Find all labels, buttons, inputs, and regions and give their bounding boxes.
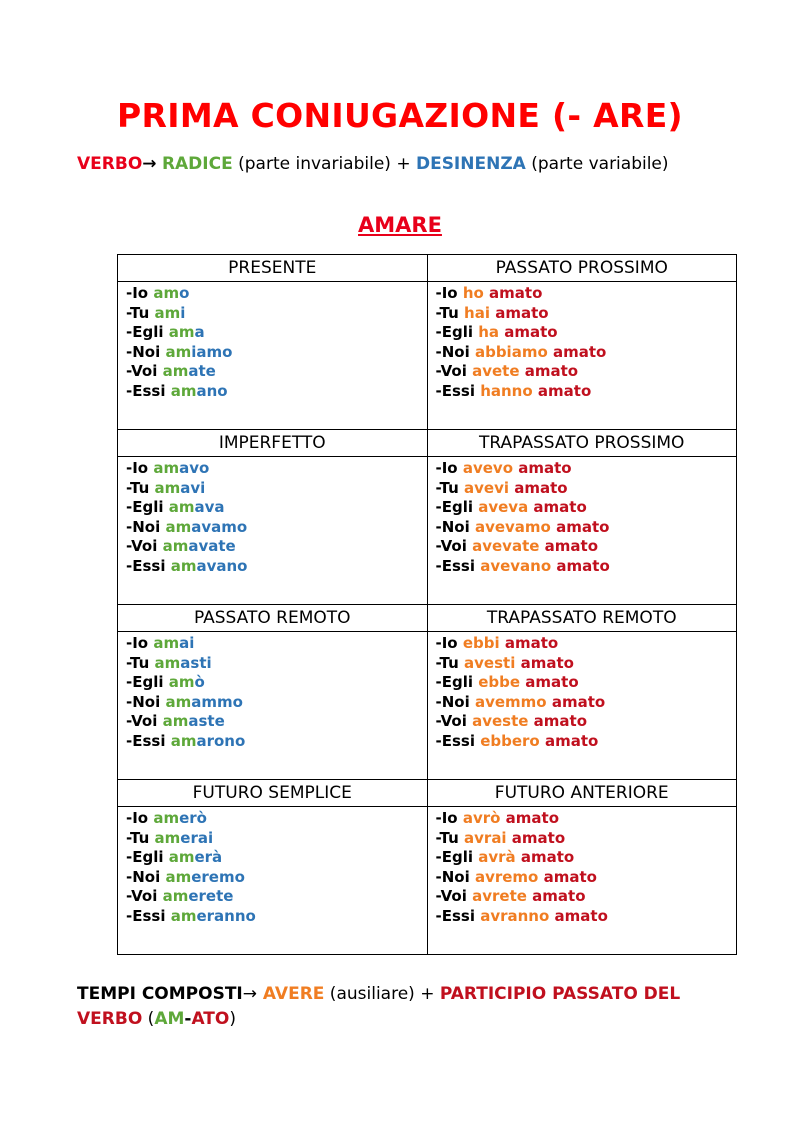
verb-ending: eremo — [191, 867, 245, 886]
verb-root: am — [153, 459, 180, 477]
verb-ending: avate — [188, 537, 236, 556]
conjugation-row — [436, 362, 737, 382]
auxiliary-verb: ha — [478, 323, 500, 342]
past-participle: amato — [528, 712, 588, 731]
conjugation-row — [436, 693, 737, 713]
conjugation-row — [436, 343, 737, 363]
ausiliare-note: (ausiliare) + — [324, 984, 440, 1004]
auxiliary-verb: avete — [472, 362, 520, 381]
pronoun: -Egli — [435, 498, 479, 517]
radice-note: (parte invariabile) + — [232, 154, 416, 174]
verb-root: am — [162, 537, 189, 556]
conjugation-row — [126, 343, 427, 363]
pronoun: -Essi — [435, 731, 481, 750]
tense-header: PRESENTE — [118, 255, 428, 282]
past-participle: amato — [528, 498, 587, 517]
verb-root: am — [153, 809, 180, 827]
verb-root: am — [168, 323, 195, 342]
conjugation-row — [436, 829, 737, 849]
past-participle: amato — [520, 673, 579, 692]
conjugation-row — [436, 732, 737, 752]
auxiliary-verb: abbiamo — [474, 342, 548, 361]
pronoun: -Noi — [126, 517, 166, 536]
participio-label: PARTICIPIO PASSATO DEL VERBO — [77, 984, 681, 1029]
pronoun: -Io — [435, 809, 463, 827]
verb-ending: i — [180, 303, 186, 322]
pronoun: -Io — [435, 634, 463, 652]
verb-ending: arono — [196, 731, 246, 750]
auxiliary-verb: avevate — [472, 537, 540, 556]
tense-header: IMPERFETTO — [118, 430, 428, 457]
paren-close: ) — [229, 1009, 236, 1029]
auxiliary-verb: aveste — [472, 712, 529, 731]
past-participle: amato — [515, 848, 575, 867]
auxiliary-verb: avrete — [472, 887, 527, 906]
verb-root: am — [162, 362, 189, 381]
auxiliary-verb: ebbe — [478, 673, 521, 692]
avere-label: AVERE — [257, 984, 325, 1004]
tense-header: FUTURO ANTERIORE — [427, 780, 737, 807]
pronoun: -Voi — [126, 887, 163, 906]
pronoun: -Egli — [435, 323, 479, 342]
intro-text — [77, 152, 717, 177]
past-participle: amato — [550, 517, 610, 536]
verb-ending: avano — [196, 556, 248, 575]
tense-body — [118, 632, 428, 780]
auxiliary-verb: avremo — [474, 867, 539, 886]
desinenza-note: (parte variabile) — [525, 154, 669, 174]
verb-ending: ò — [194, 673, 205, 692]
verb-root: am — [170, 906, 197, 925]
conjugation-row — [436, 907, 737, 927]
pronoun: -Noi — [435, 692, 475, 711]
conjugation-row — [126, 382, 427, 402]
verb-ending: ano — [196, 381, 228, 400]
conjugation-row — [126, 304, 427, 324]
pronoun: -Essi — [435, 381, 481, 400]
conjugation-row — [126, 459, 427, 479]
pronoun: -Io — [435, 284, 463, 302]
paren-open: ( — [142, 1009, 155, 1029]
past-participle: amato — [499, 634, 559, 652]
conjugation-row — [436, 712, 737, 732]
pronoun: -Noi — [435, 517, 475, 536]
arrow-right-icon: → — [142, 154, 157, 174]
auxiliary-verb: avesti — [464, 653, 516, 672]
verb-ending: ava — [194, 498, 225, 517]
arrow-right-icon: → — [242, 984, 257, 1004]
pronoun: -Tu — [126, 653, 155, 672]
past-participle: amato — [489, 303, 549, 322]
conjugation-row — [126, 848, 427, 868]
pronoun: -Io — [435, 459, 463, 477]
conjugation-row — [436, 284, 737, 304]
auxiliary-verb: ho — [462, 284, 484, 302]
tense-header: FUTURO SEMPLICE — [118, 780, 428, 807]
auxiliary-verb: avrà — [478, 848, 516, 867]
verb-root: am — [165, 692, 192, 711]
auxiliary-verb: avemmo — [474, 692, 547, 711]
auxiliary-verb: hai — [464, 303, 490, 322]
verb-ending: eranno — [196, 906, 256, 925]
pronoun: -Voi — [435, 887, 473, 906]
pronoun: -Tu — [126, 303, 155, 322]
verb-ending: erà — [194, 848, 223, 867]
tense-header: PASSATO PROSSIMO — [427, 255, 737, 282]
verb-ending: avi — [180, 478, 206, 497]
pronoun: -Io — [126, 634, 154, 652]
conjugation-row — [126, 829, 427, 849]
verb-ending: o — [179, 284, 190, 302]
verb-ending: aste — [188, 712, 225, 731]
tempi-composti-label: TEMPI COMPOSTI — [77, 984, 243, 1004]
pronoun: -Essi — [435, 906, 481, 925]
verb-root: am — [154, 303, 181, 322]
auxiliary-verb: avrò — [462, 809, 501, 827]
past-participle: amato — [549, 906, 608, 925]
verb-root: am — [153, 634, 180, 652]
auxiliary-verb: avrai — [464, 828, 507, 847]
conjugation-row — [436, 557, 737, 577]
page-title: PRIMA CONIUGAZIONE (- ARE) — [117, 96, 683, 135]
conjugation-table — [117, 254, 737, 955]
verbo-label: VERBO — [77, 154, 143, 174]
pronoun: -Voi — [126, 537, 163, 556]
pronoun: -Voi — [435, 712, 473, 731]
tense-header: TRAPASSATO REMOTO — [427, 605, 737, 632]
conjugation-row — [126, 537, 427, 557]
conjugation-row — [126, 732, 427, 752]
verb-root: am — [170, 731, 197, 750]
verb-root: am — [162, 887, 189, 906]
auxiliary-verb: avranno — [480, 906, 550, 925]
pronoun: -Voi — [126, 362, 163, 381]
desinenza-label: DESINENZA — [415, 154, 526, 174]
pronoun: -Tu — [435, 828, 465, 847]
past-participle: amato — [532, 381, 592, 400]
pronoun: -Io — [126, 809, 154, 827]
pronoun: -Egli — [126, 498, 169, 517]
past-participle: amato — [519, 362, 579, 381]
conjugation-row — [126, 479, 427, 499]
conjugation-row — [126, 693, 427, 713]
tense-body — [118, 457, 428, 605]
past-participle: amato — [526, 887, 586, 906]
pronoun: -Noi — [126, 867, 166, 886]
tense-body — [427, 282, 737, 430]
verb-root: am — [168, 498, 195, 517]
pronoun: -Essi — [126, 381, 171, 400]
pronoun: -Noi — [435, 342, 475, 361]
auxiliary-verb: avevano — [480, 556, 552, 575]
verb-ending: erai — [180, 828, 214, 847]
pronoun: -Tu — [126, 828, 155, 847]
verb-root: am — [154, 653, 181, 672]
past-participle: amato — [539, 537, 598, 556]
conjugation-row — [126, 557, 427, 577]
verb-ending: avamo — [191, 517, 248, 536]
conjugation-row — [436, 479, 737, 499]
conjugation-row — [126, 673, 427, 693]
pronoun: -Essi — [126, 731, 171, 750]
pronoun: -Tu — [435, 303, 465, 322]
conjugation-row — [126, 284, 427, 304]
past-participle: amato — [551, 556, 610, 575]
pronoun: -Tu — [435, 478, 465, 497]
verb-ending: a — [194, 323, 205, 342]
verb-ending: ate — [188, 362, 216, 381]
pronoun: -Io — [126, 284, 154, 302]
auxiliary-verb: aveva — [478, 498, 529, 517]
auxiliary-verb: ebbi — [462, 634, 500, 652]
conjugation-row — [436, 654, 737, 674]
verb-root: am — [153, 284, 180, 302]
conjugation-row — [126, 498, 427, 518]
verb-ending: ai — [179, 634, 195, 652]
verb-root: am — [154, 828, 181, 847]
conjugation-row — [436, 887, 737, 907]
pronoun: -Egli — [126, 848, 169, 867]
conjugation-row — [436, 868, 737, 888]
root-am: AM — [154, 1009, 185, 1029]
conjugation-row — [436, 459, 737, 479]
conjugation-row — [436, 809, 737, 829]
conjugation-row — [436, 304, 737, 324]
tense-body — [118, 282, 428, 430]
conjugation-row — [436, 498, 737, 518]
conjugation-row — [126, 634, 427, 654]
pronoun: -Essi — [435, 556, 481, 575]
pronoun: -Noi — [126, 692, 166, 711]
conjugation-row — [126, 518, 427, 538]
past-participle: amato — [546, 692, 606, 711]
pronoun: -Voi — [435, 537, 473, 556]
conjugation-row — [126, 809, 427, 829]
tense-body — [427, 457, 737, 605]
pronoun: -Noi — [435, 867, 475, 886]
verb-ending: erete — [188, 887, 234, 906]
ending-ato: ATO — [191, 1009, 230, 1029]
verb-root: am — [165, 867, 192, 886]
verb-ending: erò — [179, 809, 207, 827]
conjugation-row — [126, 907, 427, 927]
conjugation-row — [436, 323, 737, 343]
conjugation-row — [436, 673, 737, 693]
auxiliary-verb: ebbero — [480, 731, 540, 750]
pronoun: -Egli — [126, 323, 169, 342]
conjugation-row — [436, 382, 737, 402]
pronoun: -Tu — [435, 653, 465, 672]
verb-heading: AMARE — [358, 213, 442, 237]
radice-label: RADICE — [161, 154, 233, 174]
auxiliary-verb: avevi — [464, 478, 510, 497]
conjugation-row — [126, 712, 427, 732]
conjugation-row — [126, 654, 427, 674]
auxiliary-verb: hanno — [480, 381, 533, 400]
pronoun: -Noi — [126, 342, 166, 361]
past-participle: amato — [539, 731, 599, 750]
verb-ending: avo — [179, 459, 210, 477]
past-participle: amato — [500, 809, 560, 827]
tense-header: TRAPASSATO PROSSIMO — [427, 430, 737, 457]
pronoun: -Egli — [435, 673, 479, 692]
verb-root: am — [162, 712, 189, 731]
conjugation-row — [126, 868, 427, 888]
auxiliary-verb: avevo — [462, 459, 513, 477]
verb-ending: iamo — [191, 342, 233, 361]
verb-root: am — [168, 673, 195, 692]
pronoun: -Egli — [435, 848, 479, 867]
past-participle: amato — [515, 653, 574, 672]
auxiliary-verb: avevamo — [474, 517, 551, 536]
conjugation-row — [126, 887, 427, 907]
pronoun: -Egli — [126, 673, 169, 692]
conjugation-row — [436, 848, 737, 868]
conjugation-row — [436, 518, 737, 538]
past-participle: amato — [513, 459, 572, 477]
past-participle: amato — [547, 342, 607, 361]
verb-root: am — [165, 517, 192, 536]
past-participle: amato — [483, 284, 543, 302]
conjugation-row — [436, 537, 737, 557]
past-participle: amato — [499, 323, 558, 342]
past-participle: amato — [538, 867, 597, 886]
pronoun: -Voi — [126, 712, 163, 731]
tense-body — [427, 632, 737, 780]
verb-root: am — [168, 848, 195, 867]
pronoun: -Io — [126, 459, 154, 477]
verb-root: am — [165, 342, 192, 361]
verb-root: am — [154, 478, 181, 497]
tense-header: PASSATO REMOTO — [118, 605, 428, 632]
conjugation-row — [436, 634, 737, 654]
past-participle: amato — [506, 828, 566, 847]
pronoun: -Essi — [126, 906, 171, 925]
tense-body — [427, 807, 737, 955]
past-participle: amato — [509, 478, 568, 497]
dash: - — [184, 1009, 192, 1029]
verb-ending: ammo — [191, 692, 243, 711]
conjugation-row — [126, 323, 427, 343]
verb-root: am — [170, 556, 197, 575]
footer-text — [77, 982, 737, 1032]
tense-body — [118, 807, 428, 955]
pronoun: -Voi — [435, 362, 473, 381]
pronoun: -Tu — [126, 478, 155, 497]
verb-root: am — [170, 381, 197, 400]
conjugation-row — [126, 362, 427, 382]
verb-ending: asti — [180, 653, 212, 672]
pronoun: -Essi — [126, 556, 171, 575]
